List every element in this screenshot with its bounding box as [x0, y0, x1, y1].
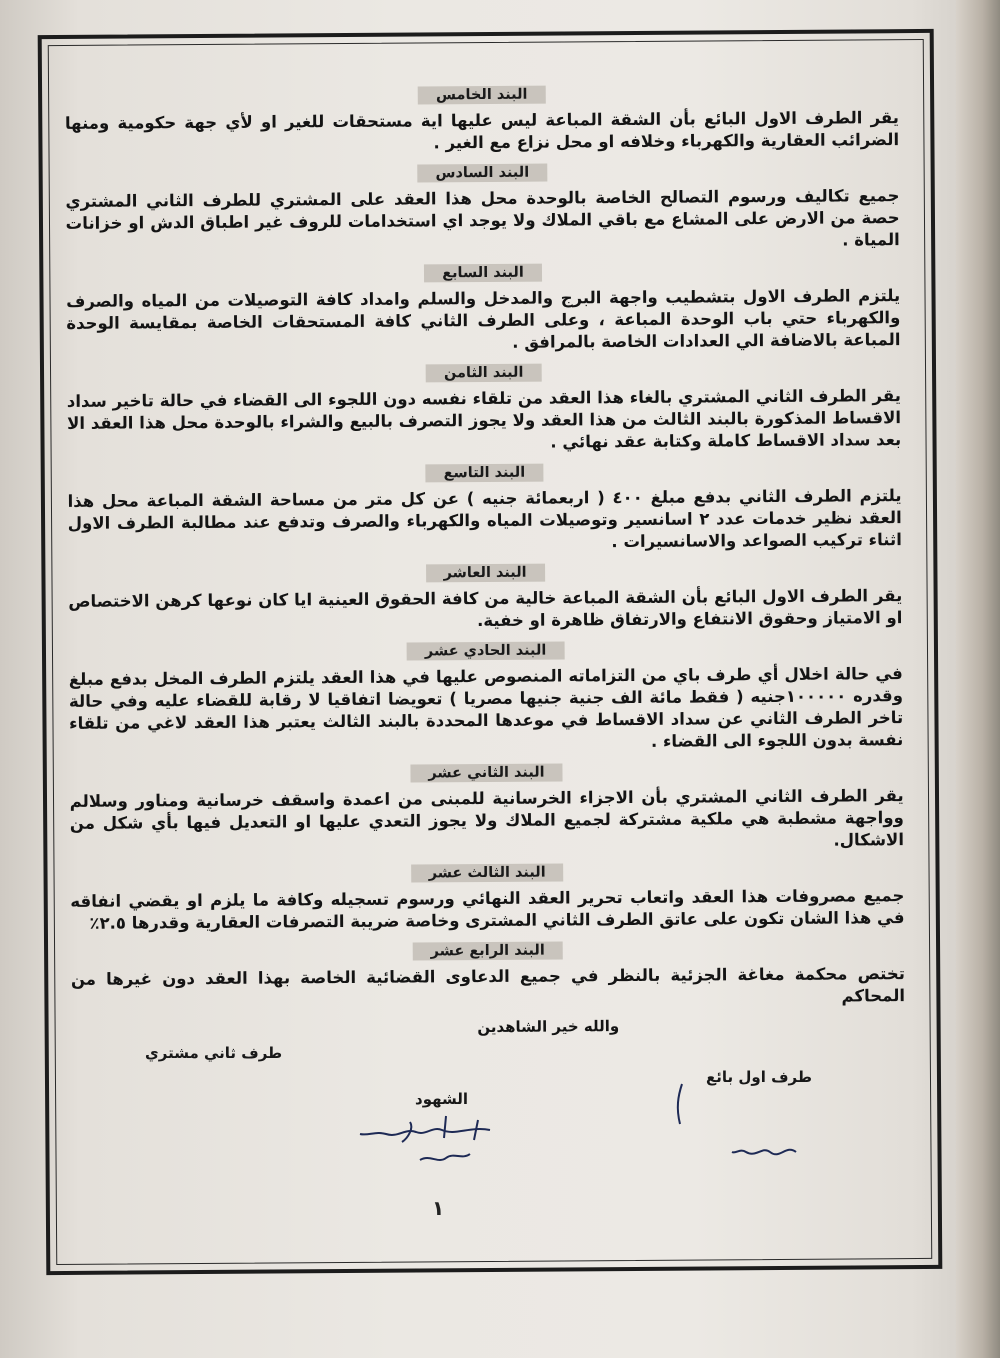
clause-text: تختص محكمة مغاغة الجزئية بالنظر في جميع الدعاوى القضائية الخاصة بهذا العقد دون غيرها من المحاكم	[70, 964, 906, 1006]
clause-text: يلتزم الطرف الثاني بدفع مبلغ ٤٠٠ ( اربعمائة جنيه ) عن كل متر من مساحة الشقة المباعة محل هذا العقد نظير خدمات عدد ٢ اسانسير وتوصيلات المياه والكهرباء والصرف وتدفع عند مطالبة الطرف الاول اثناء تركيب الصواعد والاسانسيرات .	[67, 486, 902, 552]
clause-title: البند الثامن	[426, 364, 542, 383]
clause-12	[69, 759, 904, 857]
clause-text: يقر الطرف الاول البائع بأن الشقة المباعة خالية من كافة الحقوق العينية ايا كان نوعها كرهن الاختصاص او الامتياز وحقوق الانتفاع والارتفاق ظاهرة او خفية.	[68, 586, 903, 631]
clause-9	[67, 459, 902, 557]
clause-text: يقر الطرف الثاني المشتري بالغاء هذا العقد من تلقاء نفسه دون اللجوء الى القضاء في حالة تاخير سداد الاقساط المذكورة بالبند الثالث من هذا العقد ولا يجوز التصرف بالبيع والشراء بالوحدة محل هذا العقد الا بعد سداد الاقساط كاملة وكتابة عقد نهائي .	[66, 386, 902, 452]
clause-heading	[67, 359, 901, 385]
witness-signature	[350, 1108, 500, 1182]
clause-10	[68, 559, 902, 635]
witnesses-label: الشهود	[415, 1090, 469, 1108]
clause-text: يلتزم الطرف الاول بتشطيب واجهة البرج والمدخل والسلم وامداد كافة التوصيلات من المياه والصرف والكهرباء حتي باب الوحدة المباعة ، وعلى الطرف الثاني كافة المستحقات الخاصة بمقايسة الوحدة المباعة بالاضافة الي العدادات الخاصة بالمرافق .	[66, 286, 901, 352]
clause-heading	[69, 637, 903, 663]
clause-text: يقر الطرف الثاني المشتري بأن الاجزاء الخرسانية للمبنى من اعمدة واسقف خرسانية ومناور وسلالم وواجهة مشطبة هي ملكية مشتركة لجميع الملاك ولا يجوز التعدي عليها او التعديل فيها بأي شكل من الاشكال.	[69, 786, 905, 850]
closing-phrase: والله خير الشاهدين	[477, 1017, 620, 1037]
clause-text: جميع تكاليف ورسوم التصالح الخاصة بالوحدة محل هذا العقد على المشتري للطرف الثاني المشتري حصة من الارض على المشاع مع باقي الملاك ولا يوجد اي استخدامات للروف غير اطباق الدش او خزانات المياة .	[65, 186, 900, 250]
clause-title: البند التاسع	[426, 464, 544, 483]
page-number: ١	[432, 1196, 445, 1220]
first-party-signature	[662, 1080, 702, 1134]
clause-title: البند الحادي عشر	[407, 641, 565, 660]
clause-heading	[69, 759, 903, 785]
clause-title: البند الخامس	[418, 86, 546, 105]
page-edge	[956, 0, 1000, 1358]
contract-body	[65, 81, 906, 1039]
clause-title: البند الرابع عشر	[413, 941, 563, 960]
second-party-label: طرف ثاني مشتري	[145, 1044, 283, 1062]
first-party-label: طرف اول بائع	[706, 1068, 812, 1086]
clause-title: البند الثالث عشر	[411, 863, 564, 882]
clause-heading	[70, 859, 904, 885]
clause-title: البند العاشر	[426, 564, 545, 583]
clause-heading	[71, 937, 905, 963]
clause-heading	[65, 159, 899, 185]
clause-title: البند السادس	[417, 164, 547, 183]
clause-14	[71, 937, 905, 1013]
clause-13	[70, 859, 904, 935]
clause-text: في حالة اخلال أي طرف باي من التزاماته المنصوص عليها في هذا العقد يلتزم الطرف المخل بدفع مبلغ وقدره ١٠٠٠٠٠جنيه ( فقط مائة الف جنية جنيها مصريا ) تعويضا اتفاقيا لا رقابة للقضاء عليه وفي حالة تاخر الطرف الثاني عن سداد الاقساط في موعدها المحددة بالبند الثالث يعتبر هذا العقد لاغي من تلقاء نفسة بدون اللجوء الى القضاء .	[68, 664, 904, 751]
clause-heading	[67, 459, 901, 485]
clause-11	[69, 637, 904, 757]
first-party-note	[730, 1136, 800, 1170]
clause-title: البند الثاني عشر	[410, 763, 562, 782]
clause-8	[67, 359, 902, 457]
witness-signature-image	[350, 1108, 500, 1178]
first-party-note-mark	[730, 1136, 800, 1166]
clause-5	[65, 81, 899, 157]
first-party-signature-mark	[662, 1080, 702, 1130]
clause-7	[66, 259, 901, 357]
clause-heading	[66, 259, 900, 285]
clause-text: جميع مصروفات هذا العقد واتعاب تحرير العقد النهائي ورسوم تسجيله وكافة ما يلزم او يقضي انفاقه في هذا الشان تكون على عاتق الطرف الثاني المشترى وخاصة ضريبة التصرفات العقارية وقدرها ٢.٥٪	[70, 886, 905, 933]
clause-6	[65, 159, 900, 257]
clause-text: يقر الطرف الاول البائع بأن الشقة المباعة ليس عليها اية مستحقات للغير او لأي جهة حكومية ومنها الضرائب العقارية والكهرباء وخلافه او محل نزاع مع الغير .	[64, 108, 900, 153]
clause-title: البند السابع	[424, 264, 542, 283]
clause-heading	[68, 559, 902, 585]
